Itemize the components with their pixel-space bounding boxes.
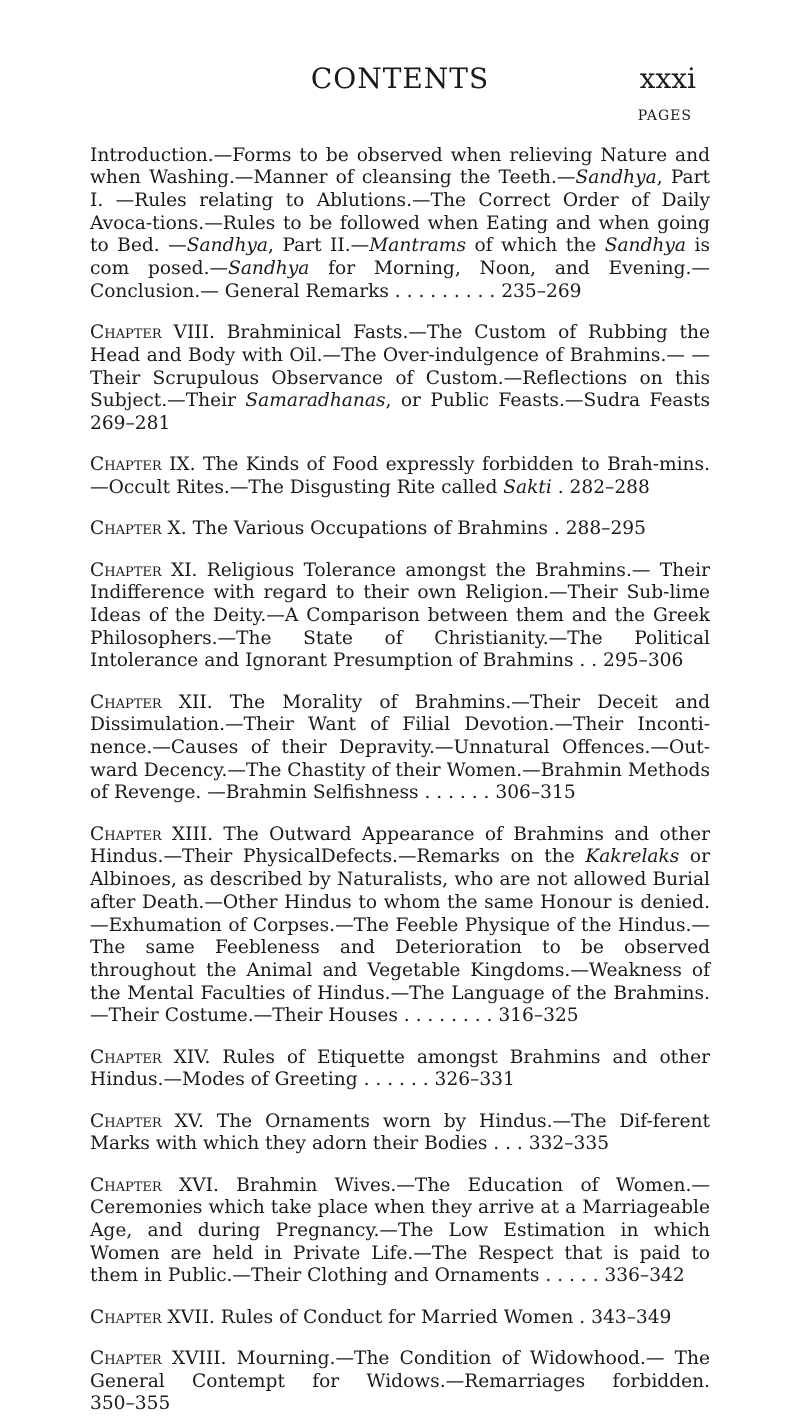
dot-leader: . . . [487, 1133, 529, 1155]
page-title: CONTENTS [310, 62, 490, 95]
contents-entry [90, 1047, 710, 1092]
italic-term: Samaradhanas [245, 390, 386, 412]
chapter-label: Chapter XI. [90, 559, 198, 581]
entry-text: Religious Tolerance amongst the Brahmins.— Their Indifference with regard to their own Religion.—Their Sub-lime Ideas of the Deity.—A Comparison between them and the Greek Philosophers.—The State of Christianity.—The Political Intolerance and Ignorant Presumption of Brahmins [90, 559, 710, 672]
entry-text: is com posed.— [90, 235, 711, 280]
chapter-label: Chapter XVI. [90, 1174, 219, 1196]
dot-leader: . . [573, 650, 604, 672]
page-range-value: 306–315 [495, 782, 576, 804]
italic-term: Sakti [503, 476, 552, 498]
italic-term: Sandhya [604, 235, 687, 257]
dot-leader: . . . . . . . . . [388, 280, 502, 302]
page-range [358, 1069, 515, 1090]
dot-leader: . . . . . [539, 1265, 605, 1287]
page-range-value: 343–349 [591, 1306, 672, 1328]
chapter-label: Chapter X. [90, 518, 187, 540]
page-range-value: 269–281 [90, 412, 171, 434]
page-range-value: 288–295 [565, 518, 646, 540]
chapter-label: Chapter IX. [90, 454, 196, 476]
entry-text: or Albinoes, as described by Naturalists, who are not allowed Burial after Death.—Other Hindus to whom the same Honour is denied. —Exhumation of Corpses.—The Feeble Physique of the Hindus.— The same Feebleness and Deterioration to be observed throughout the Animal and Vegetable Kingdoms.—Weakness of the Mental Faculties of Hindus.—The Language of the Brahmins.—Their Costume.—Their Houses [90, 846, 710, 1027]
entry-text: Mourning.—The Condition of Widowhood.— The General Contempt for Widows.—Remarriages forbidden. [90, 1348, 710, 1392]
contents-entry [90, 1307, 710, 1330]
pages-column-label: PAGES [637, 108, 692, 124]
entry-text: The Ornaments worn by Hindus.—The Dif-ferent Marks with which they adorn their Bodies [90, 1110, 710, 1155]
dot-leader: . . . . . . [357, 1069, 435, 1091]
italic-term: Sandhya [228, 258, 310, 280]
dot-leader: . [573, 1306, 592, 1328]
page-range-value: 350–355 [90, 1393, 171, 1415]
entry-text: The Various Occupations of Brahmins [186, 518, 548, 540]
italic-term: Sandhya [575, 167, 657, 189]
running-head [0, 62, 800, 102]
contents-entry [90, 824, 710, 1028]
italic-term: Sandhya [186, 235, 269, 257]
entry-text: Rules of Etiquette amongst Brahmins and other Hindus.—Modes of Greeting [90, 1046, 710, 1091]
entry-text: , Part II.— [268, 235, 370, 257]
dot-leader: . [551, 476, 570, 498]
page-range [573, 1307, 671, 1328]
contents-entry [90, 560, 710, 674]
chapter-label: Chapter XIV. [90, 1046, 211, 1068]
italic-term: Kakrelaks [585, 846, 680, 868]
chapter-label: Chapter XII. [90, 691, 213, 713]
page-range [389, 281, 582, 302]
entry-text: The Kinds of Food expressly forbidden to Brah-mins.—Occult Rites.—The Disgusting Rite called [90, 454, 710, 498]
page-range [552, 477, 650, 498]
dot-leader: . [547, 518, 566, 540]
entry-text: Brahmin Wives.—The Education of Women.— Ceremonies which take place when they arrive at a Marriageable Age, and during Pregnancy.—The Low Estimation in which Women are held in Private Life.—The Respect that is paid to them in Public.—Their Clothing and Ornaments [90, 1174, 710, 1287]
contents-entry [90, 692, 710, 806]
page-range-value: 295–306 [603, 650, 684, 672]
chapter-label: Chapter XVII. [90, 1306, 215, 1328]
page-range [90, 413, 170, 434]
italic-term: Mantrams [369, 235, 466, 257]
contents-entry [90, 322, 710, 436]
contents-entry [90, 145, 710, 304]
page-range-value: 235–269 [501, 280, 582, 302]
dot-leader: . . . . . . [418, 782, 496, 804]
page-range [90, 1393, 170, 1414]
page-range-value: 326–331 [434, 1069, 515, 1091]
page-range [398, 1005, 579, 1026]
page-range [419, 782, 576, 803]
entry-text: Brahminical Fasts.—The Custom of Rubbing the Head and Body with Oil.—The Over-indulgence of Brahmins.— —Their Scrupulous Observance of Custom.—Reflections on this Subject.—Their [90, 322, 710, 412]
page-range [487, 1133, 609, 1154]
page-range-value: 282–288 [569, 476, 650, 498]
chapter-label: Chapter VIII. [90, 322, 215, 344]
contents-entry [90, 1348, 710, 1416]
page-range [548, 518, 646, 539]
entry-text: Rules of Conduct for Married Women [214, 1306, 574, 1328]
contents-entry [90, 1111, 710, 1156]
page-range-value: 336–342 [604, 1265, 685, 1287]
chapter-label: Chapter XV. [90, 1110, 204, 1132]
entry-text: , or Public Feasts.—Sudra Feasts [385, 390, 710, 412]
contents-entry [90, 454, 710, 499]
entry-text: Introduction.—Forms to be observed when relieving Nature and when Washing.—Manner of cleansing the Teeth.— [90, 144, 710, 189]
page-range-value: 332–335 [528, 1133, 610, 1155]
page-range [539, 1265, 684, 1286]
contents-entry [90, 518, 710, 541]
page-range [573, 650, 683, 671]
contents-list [90, 126, 710, 1424]
page-range-value: 316–325 [498, 1005, 579, 1027]
entry-text: The Morality of Brahmins.—Their Deceit and Dissimulation.—Their Want of Filial Devotion.—Their Inconti-nence.—Causes of their Depravity.—Unnatural Offences.—Out-ward Decency.—The Chastity of their Women.—Brahmin Methods of Revenge. —Brahmin Selfishness [90, 691, 710, 804]
entry-text: , Part I. —Rules relating to Ablutions.—The Correct Order of Daily Avoca-tions.—Rules to be followed when Eating and when going to Bed. — [90, 167, 710, 257]
entry-text: for Morning, Noon, and Evening.—Conclusion.— General Remarks [90, 258, 710, 302]
chapter-label: Chapter XIII. [90, 823, 214, 845]
contents-entry [90, 1175, 710, 1289]
dot-leader: . . . . . . . . [397, 1005, 499, 1027]
entry-text: The Outward Appearance of Brahmins and other Hindus.—Their PhysicalDefects.—Remarks on the [90, 823, 710, 868]
chapter-label: Chapter XVIII. [90, 1348, 227, 1370]
entry-text: of which the [465, 235, 605, 257]
page-number: xxxi [639, 62, 696, 95]
